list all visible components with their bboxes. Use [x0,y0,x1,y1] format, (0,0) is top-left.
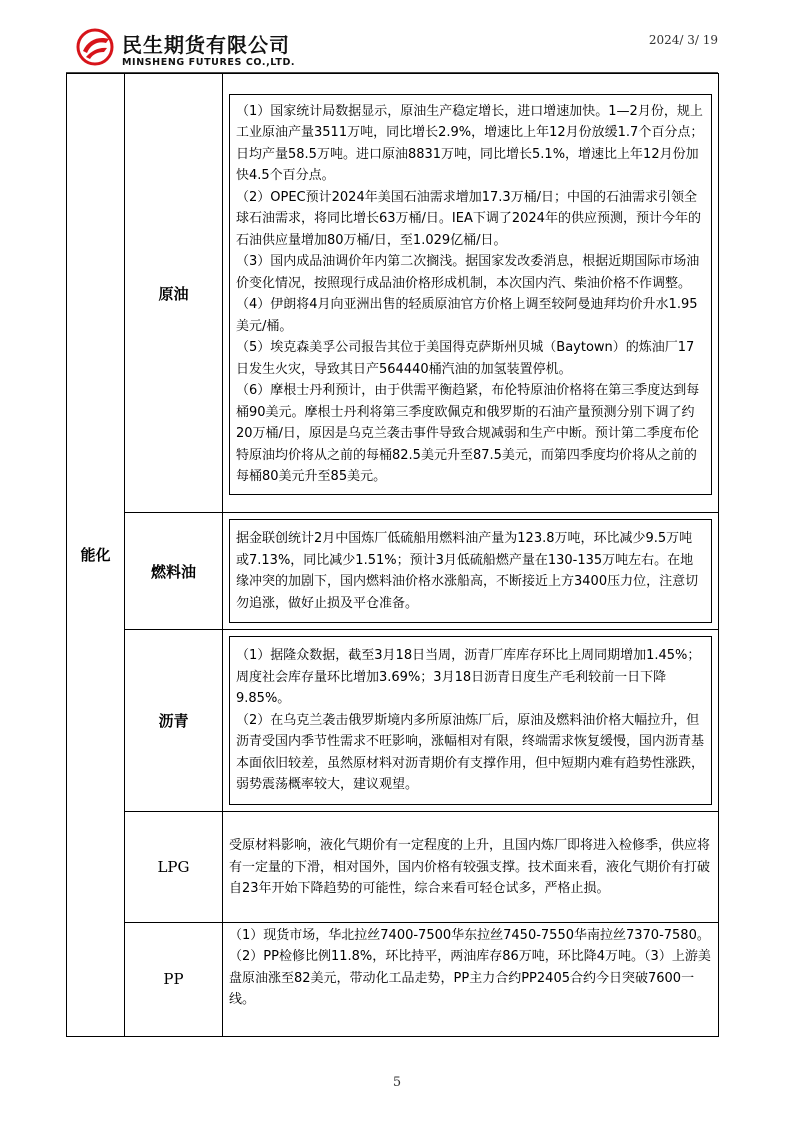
page-number: 5 [392,1075,402,1090]
commodity-analysis [223,513,719,630]
analysis-paragraph: （1）据隆众数据，截至3月18日当周，沥青厂库库存环比上周同期增加1.45%；周度社会库存量环比增加3.69%；3月18日沥青日度生产毛利较前一日下降9.85%。 [236,648,701,706]
table-row [67,74,719,513]
commodity-analysis [223,74,719,513]
table-row [67,630,719,812]
sector-label: 能化 [67,74,125,1037]
analysis-paragraph: 受原材料影响，液化气期价有一定程度的上升，且国内炼厂即将进入检修季，供应将有一定量的下滑，相对国外，国内价格有较强支撑。技术面来看，液化气期价有打破自23年开始下降趋势的可能性，综合来看可轻仓试多，严格止损。 [229,838,711,897]
analysis-paragraph: （1）国家统计局数据显示，原油生产稳定增长，进口增速加快。1—2月份，规上工业原油产量3511万吨，同比增长2.9%，增速比上年12月份放缓1.7个百分点；日均产量58.5万吨。进口原油8831万吨，同比增长5.1%，增速比上年12月份加快4.5个百分点。 [236,103,704,183]
analysis-box [229,636,712,805]
analysis-paragraph: （4）伊朗将4月向亚洲出售的轻质原油官方价格上调至较阿曼迪拜均价升水1.95美元/桶。 [236,297,698,334]
table-row [67,513,719,630]
minsheng-logo-icon [76,28,114,66]
analysis-text [223,923,718,1011]
page-header [76,26,726,72]
analysis-paragraph: （5）埃克森美孚公司报告其位于美国得克萨斯州贝城（Baytown）的炼油厂17日发生火灾，导致其日产564440桶汽油的加氢装置停机。 [236,340,695,377]
analysis-paragraph: 据金联创统计2月中国炼厂低硫船用燃料油产量为123.8万吨，环比减少9.5万吨或7.13%，同比减少1.51%；预计3月低硫船燃产量在130-135万吨左右。在地缘冲突的加剧下，国内燃料油价格水涨船高，不断接近上方3400压力位，注意切勿追涨，做好止损及平仓准备。 [236,531,699,611]
commodity-name: PP [125,922,223,1036]
commodity-analysis [223,811,719,922]
commodity-name: 沥青 [125,630,223,812]
analysis-box [229,519,712,623]
commodity-table [66,73,719,1037]
analysis-paragraph: （6）摩根士丹利预计，由于供需平衡趋紧，布伦特原油价格将在第三季度达到每桶90美元。摩根士丹利将第三季度欧佩克和俄罗斯的石油产量预测分别下调了约20万桶/日，原因是乌克兰袭击事件导致合规减弱和生产中断。预计第二季度布伦特原油均价将从之前的每桶82.5美元升至87.5美元，而第四季度均价将从之前的每桶80美元升至85美元。 [236,383,700,484]
commodity-analysis [223,922,719,1036]
analysis-paragraph: （2）在乌克兰袭击俄罗斯境内多所原油炼厂后，原油及燃料油价格大幅拉升，但沥青受国内季节性需求不旺影响，涨幅相对有限，终端需求恢复缓慢，国内沥青基本面依旧较差，虽然原材料对沥青期价有支撑作用，但中短期内难有趋势性涨跌，弱势震荡概率较大，建议观望。 [236,712,705,792]
analysis-paragraph: （2）OPEC预计2024年美国石油需求增加17.3万桶/日；中国的石油需求引领全球石油需求，将同比增长63万桶/日。IEA下调了2024年的供应预测，预计今年的石油供应量增加80万桶/日，至1.029亿桶/日。 [236,189,701,248]
company-name-en: MINSHENG FUTURES CO.,LTD. [122,57,296,68]
commodity-name: 原油 [125,74,223,513]
commodity-name: 燃料油 [125,513,223,630]
analysis-paragraph: （1）现货市场，华北拉丝7400-7500华东拉丝7450-7550华南拉丝7370-7580。（2）PP检修比例11.8%，环比持平，两油库存86万吨，环比降4万吨。（3）上游美盘原油涨至82美元，带动化工品走势，PP主力合约PP2405合约今日突破7600一线。 [229,927,711,1007]
company-name-cn: 民生期货有限公司 [122,33,290,57]
report-date: 2024/ 3/ 19 [648,33,718,47]
commodity-name: LPG [125,811,223,922]
analysis-paragraph: （3）国内成品油调价年内第二次搁浅。据国家发改委消息，根据近期国际市场油价变化情况，按照现行成品油价格形成机制，本次国内汽、柴油价格不作调整。 [236,254,700,291]
analysis-box [229,94,712,495]
table-row [67,922,719,1036]
commodity-analysis [223,630,719,812]
analysis-text [223,833,718,900]
table-row [67,811,719,922]
